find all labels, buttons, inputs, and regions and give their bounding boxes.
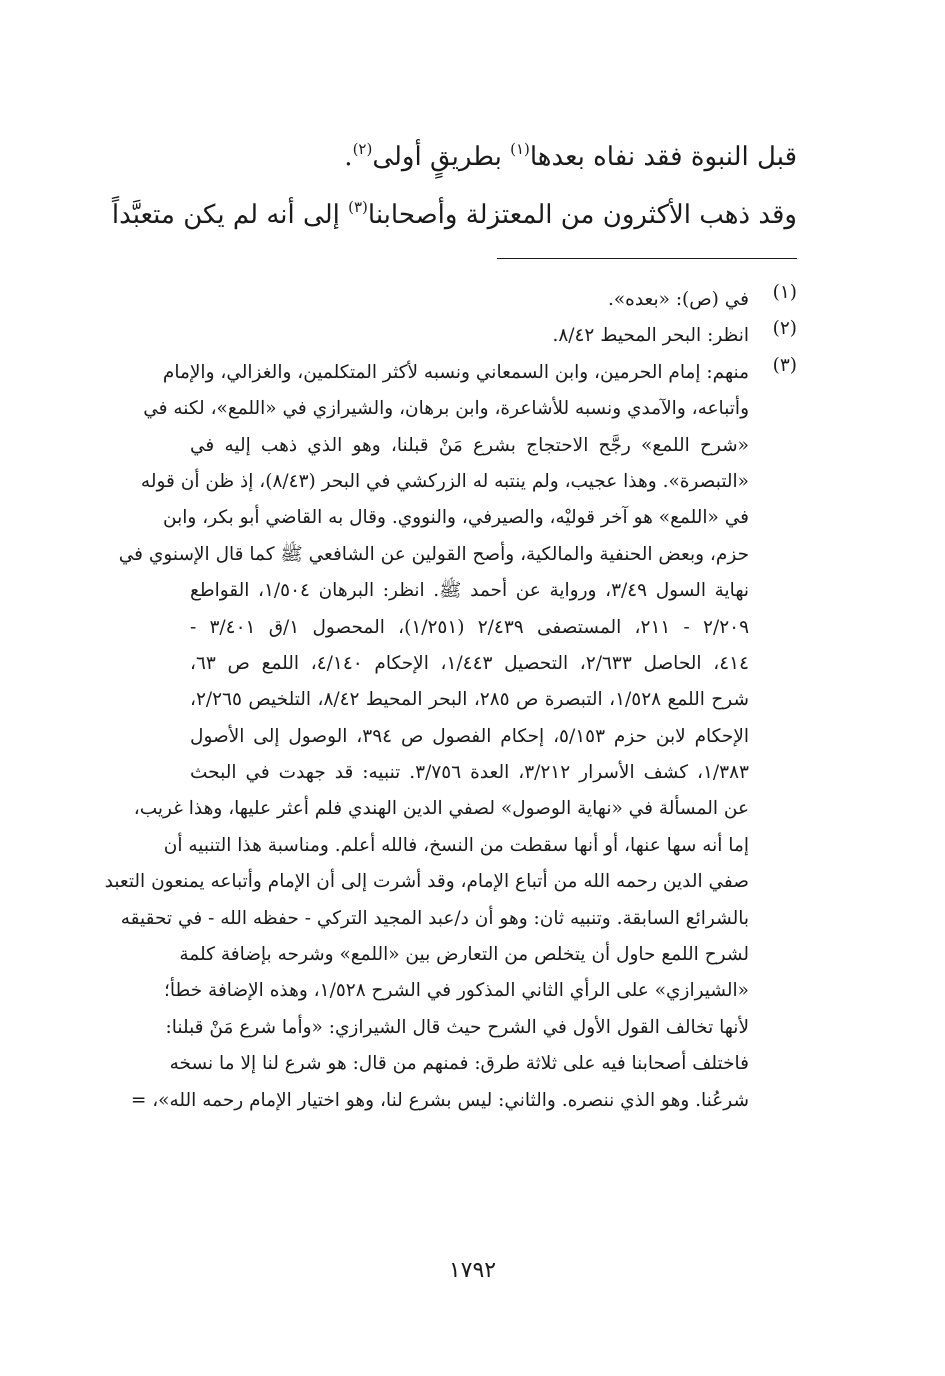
footnote-line: انظر: البحر المحيط ٨/٤٢. bbox=[552, 325, 749, 347]
footnote-line: في (ص): «بعده». bbox=[607, 289, 749, 310]
footnote-line: نهاية السول ٣/٤٩، ورواية عن أحمد ﷺ. انظر: البرهان ١/٥٠٤، القواطع bbox=[190, 580, 749, 602]
footnote-line: في «اللمع» هو آخر قوليْه، والصيرفي، والنووي. وقال به القاضي أبو بكر، وابن bbox=[163, 507, 749, 529]
footnote-line: فاختلف أصحابنا فيه على ثلاثة طرق: فمنهم من قال: هو شرع لنا إلا ما نسخه bbox=[169, 1053, 749, 1075]
main-text bbox=[111, 128, 797, 244]
main-text-segment: إلى أنه لم يكن متعبَّداً bbox=[111, 200, 349, 230]
footnote-line: شرح اللمع ١/٥٢٨، التبصرة ص ٢٨٥، البحر المحيط ٨/٤٢، التلخيص ٢/٢٦٥، bbox=[190, 689, 750, 711]
footnote-line: «التبصرة». وهذا عجيب، ولم ينتبه له الزركشي في البحر (٨/٤٣)، إذ ظن أن قوله bbox=[140, 470, 749, 492]
footnote-line: الإحكام لابن حزم ٥/١٥٣، إحكام الفصول ص ٣٩٤، الوصول إلى الأصول bbox=[190, 725, 750, 747]
footnote-3 bbox=[104, 354, 797, 1119]
main-text-line-1 bbox=[148, 128, 797, 186]
footnote-ref-3: (٣) bbox=[348, 198, 368, 216]
footnote-number: (٣) bbox=[772, 354, 797, 376]
footnote-line: لشرح اللمع حاول أن يتخلص من التعارض بين «اللمع» وشرحه بإضافة كلمة bbox=[179, 944, 749, 966]
footnote-line: عن المسألة في «نهاية الوصول» لصفي الدين الهندي فلم أعثر عليها، وهذا غريب، bbox=[133, 798, 749, 820]
footnote-1 bbox=[190, 282, 797, 318]
footnote-line: ٤١٤، الحاصل ٢/٦٣٣، التحصيل ١/٤٤٣، الإحكام ٤/١٤٠، اللمع ص ٦٣، bbox=[190, 652, 750, 674]
footnote-line: صفي الدين رحمه الله من أتباع الإمام، وقد أشرت إلى أن الإمام وأتباعه يمنعون التعبد bbox=[104, 871, 749, 893]
footnote-line: «الشيرازي» على الرأي الثاني المذكور في الشرح ١/٥٢٨، وهذه الإضافة خطأ؛ bbox=[164, 980, 749, 1002]
footnote-number: (٢) bbox=[772, 318, 797, 340]
footnote-line: لأنها تخالف القول الأول في الشرح حيث قال الشيرازي: «وأما شرع مَنْ قبلنا: bbox=[165, 1016, 749, 1038]
footnote-line: منهم: إمام الحرمين، وابن السمعاني ونسبه لأكثر المتكلمين، والغزالي، والإمام bbox=[162, 361, 749, 383]
footnote-line: ٢/٢٠٩ - ٢١١، المستصفى ٢/٤٣٩ (١/٢٥١)، المحصول ١/ق ٣/٤٠١ - bbox=[190, 616, 750, 638]
footnote-line: إما أنه سها عنها، أو أنها سقطت من النسخ، فالله أعلم. ومناسبة هذا التنبيه أن bbox=[163, 834, 749, 856]
main-text-line-2 bbox=[111, 186, 797, 244]
footnote-2 bbox=[190, 318, 797, 354]
footnote-number: (١) bbox=[772, 282, 797, 303]
footnote-ref-1: (١) bbox=[510, 140, 530, 158]
footnote-ref-2: (٢) bbox=[352, 140, 373, 158]
footnote-line: بالشرائع السابقة. وتنبيه ثان: وهو أن د/عبد المجيد التركي - حفظه الله - في تحقيقه bbox=[120, 907, 749, 929]
main-text-segment: قبل النبوة فقد نفاه بعدها bbox=[529, 142, 797, 172]
page-number: ١٧٩٢ bbox=[448, 1258, 497, 1283]
footnote-line: ١/٣٨٣، كشف الأسرار ٣/٢١٢، العدة ٣/٧٥٦. تنبيه: قد جهدت في البحث bbox=[190, 762, 749, 784]
main-text-segment: وقد ذهب الأكثرون من المعتزلة وأصحابنا bbox=[367, 200, 797, 230]
footnotes bbox=[104, 282, 797, 1119]
main-text-segment: . bbox=[344, 142, 353, 172]
footnote-line: شرعُنا. وهو الذي ننصره. والثاني: ليس بشرع لنا، وهو اختيار الإمام رحمه الله»، = bbox=[130, 1089, 749, 1111]
footnote-divider bbox=[497, 258, 797, 259]
footnote-line: وأتباعه، والآمدي ونسبه للأشاعرة، وابن برهان، والشيرازي في «اللمع»، لكنه في bbox=[143, 398, 749, 420]
footnote-line: «شرح اللمع» رجَّح الاحتجاج بشرع مَنْ قبلنا، وهو الذي ذهب إليه في bbox=[190, 434, 749, 456]
main-text-segment: بطريقٍ أولى bbox=[372, 142, 511, 172]
footnote-line: حزم، وبعض الحنفية والمالكية، وأصح القولين عن الشافعي ﷺ كما قال الإسنوي في bbox=[118, 543, 749, 565]
